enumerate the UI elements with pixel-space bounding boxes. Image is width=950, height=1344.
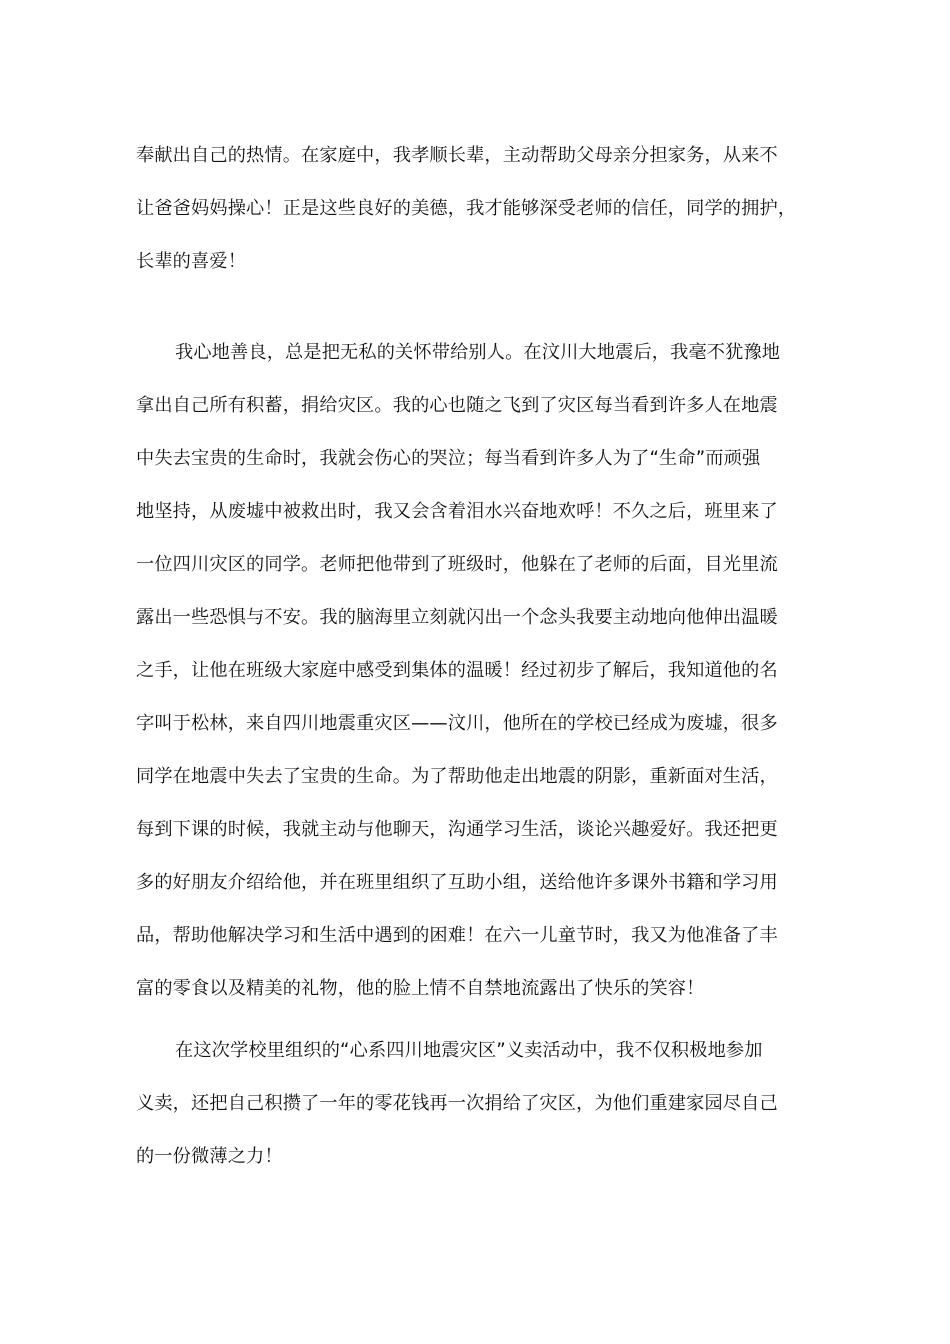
text-line: 露出一些恐惧与不安。我的脑海里立刻就闪出一个念头我要主动地向他伸出温暖 — [136, 607, 778, 628]
paragraph-earthquake-help — [136, 338, 826, 1027]
text-line: 之手，让他在班级大家庭中感受到集体的温暖！经过初步了解后，我知道他的名 — [136, 660, 778, 681]
text-line: 地坚持，从废墟中被救出时，我又会含着泪水兴奋地欢呼！不久之后，班里来了 — [136, 501, 778, 522]
text-line: 拿出自己所有积蓄，捐给灾区。我的心也随之飞到了灾区每当看到许多人在地震 — [136, 395, 778, 416]
text-line: 在这次学校里组织的“心系四川地震灾区”义卖活动中，我不仅积极地参加 — [175, 1040, 763, 1061]
text-line: 中失去宝贵的生命时，我就会伤心的哭泣；每当看到许多人为了“生命”而顽强 — [136, 448, 761, 469]
text-line: 品，帮助他解决学习和生活中遇到的困难！在六一儿童节时，我又为他准备了丰 — [136, 925, 778, 946]
text-line: 同学在地震中失去了宝贵的生命。为了帮助他走出地震的阴影，重新面对生活， — [136, 766, 778, 787]
text-line: 一位四川灾区的同学。老师把他带到了班级时，他躲在了老师的后面，目光里流 — [136, 554, 778, 575]
text-line: 每到下课的时候，我就主动与他聊天，沟通学习生活，谈论兴趣爱好。我还把更 — [136, 819, 778, 840]
text-line: 富的零食以及精美的礼物，他的脸上情不自禁地流露出了快乐的笑容！ — [136, 978, 705, 999]
paragraph-family — [136, 141, 826, 300]
text-line: 的一份微薄之力！ — [136, 1146, 283, 1167]
text-line: 多的好朋友介绍给他，并在班里组织了互助小组，送给他许多课外书籍和学习用 — [136, 872, 778, 893]
paragraph-charity-sale — [136, 1036, 826, 1195]
text-line: 义卖，还把自己积攒了一年的零花钱再一次捐给了灾区，为他们重建家园尽自己 — [136, 1093, 778, 1114]
text-line: 我心地善良，总是把无私的关怀带给别人。在汶川大地震后，我毫不犹豫地 — [175, 342, 781, 363]
text-line: 字叫于松林，来自四川地震重灾区——汶川，他所在的学校已经成为废墟，很多 — [136, 713, 778, 734]
text-line: 长辈的喜爱！ — [136, 251, 247, 272]
text-line: 让爸爸妈妈操心！正是这些良好的美德，我才能够深受老师的信任，同学的拥护， — [136, 198, 797, 219]
text-line: 奉献出自己的热情。在家庭中，我孝顺长辈，主动帮助父母亲分担家务，从来不 — [136, 145, 778, 166]
